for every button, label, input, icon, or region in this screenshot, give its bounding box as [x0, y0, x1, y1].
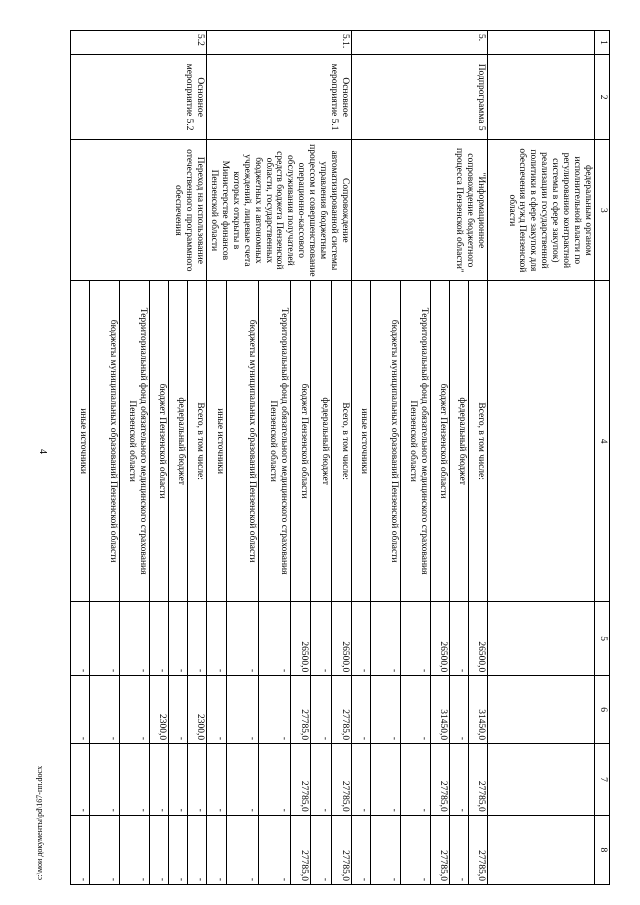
- funding-source: Всего, в том числе:: [331, 281, 351, 602]
- cell-empty: [488, 744, 595, 816]
- value-v6: -: [450, 676, 469, 744]
- value-v5: -: [169, 601, 188, 675]
- funding-source: Всего, в том числе:: [188, 281, 207, 602]
- value-v7: -: [150, 744, 169, 816]
- col-header-6: 6: [595, 676, 610, 744]
- value-v7: -: [227, 744, 259, 816]
- funding-source: Всего, в том числе:: [469, 281, 488, 602]
- value-v8: -: [450, 815, 469, 884]
- value-v8: -: [371, 815, 401, 884]
- program-name: Подпрограмма 5: [352, 54, 488, 140]
- page-number: 4: [37, 449, 48, 454]
- funding-source: федеральный бюджет: [169, 281, 188, 602]
- value-v5: -: [311, 601, 331, 675]
- value-v7: -: [259, 744, 291, 816]
- value-v8: -: [120, 815, 150, 884]
- value-v5: -: [120, 601, 150, 675]
- value-v8: -: [169, 815, 188, 884]
- value-v7: -: [120, 744, 150, 816]
- value-v7: -: [401, 744, 431, 816]
- value-v6: -: [120, 676, 150, 744]
- funding-source: Территориальный фонд обязательного медицинского страхования Пензенской области: [120, 281, 150, 602]
- funding-source: федеральный бюджет: [450, 281, 469, 602]
- value-v7: -: [188, 744, 207, 816]
- value-v5: -: [207, 601, 227, 675]
- program-description: Сопровождение автоматизированной системы управления бюджетным процессом и совершенствование операционно-кассового обслуживания получателей средств бюджета Пензенской области, государственных бюджетных и автономных учреждений, лицевые счета которых открыты в Министерстве финансов Пензенской области: [207, 140, 352, 281]
- value-v6: -: [401, 676, 431, 744]
- funding-source: бюджет Пензенской области: [291, 281, 311, 602]
- funding-source: бюджеты муниципальных образований Пензенской области: [90, 281, 120, 602]
- continuation-row: [488, 31, 595, 885]
- program-name: Основное мероприятие 5.2: [71, 54, 207, 140]
- funding-source: бюджеты муниципальных образований Пензенской области: [227, 281, 259, 602]
- value-v6: -: [352, 676, 371, 744]
- value-v8: -: [352, 815, 371, 884]
- value-v7: -: [71, 744, 90, 816]
- col-header-8: 8: [595, 815, 610, 884]
- funding-source: Территориальный фонд обязательного медицинского страхования Пензенской области: [401, 281, 431, 602]
- header-row: [595, 31, 610, 885]
- value-v8: 27785,0: [469, 815, 488, 884]
- value-v5: -: [150, 601, 169, 675]
- col-header-5: 5: [595, 601, 610, 675]
- col-header-1: 1: [595, 31, 610, 55]
- funding-source: бюджет Пензенской области: [431, 281, 450, 602]
- value-v5: 26500,0: [291, 601, 311, 675]
- continuation-text: федеральным органом исполнительной власти по регулированию контрактной системы в сфере закупок) реализации государственной политики в сфере закупок для обеспечения нужд Пензенской области: [488, 140, 595, 281]
- value-v8: -: [90, 815, 120, 884]
- value-v5: 26500,0: [431, 601, 450, 675]
- value-v7: -: [371, 744, 401, 816]
- table-row: [331, 31, 351, 885]
- col-header-4: 4: [595, 281, 610, 602]
- rotated-table-container: [78, 30, 610, 885]
- value-v5: -: [90, 601, 120, 675]
- value-v6: 31450,0: [431, 676, 450, 744]
- value-v7: -: [311, 744, 331, 816]
- value-v6: -: [71, 676, 90, 744]
- value-v8: -: [311, 815, 331, 884]
- table-body: [71, 31, 610, 885]
- value-v6: 31450,0: [469, 676, 488, 744]
- value-v6: -: [227, 676, 259, 744]
- budget-table: [70, 30, 610, 885]
- funding-source: Территориальный фонд обязательного медицинского страхования Пензенской области: [259, 281, 291, 602]
- cell-empty: [488, 676, 595, 744]
- value-v6: 2300,0: [150, 676, 169, 744]
- value-v7: 27785,0: [331, 744, 351, 816]
- value-v6: -: [207, 676, 227, 744]
- value-v7: 27785,0: [291, 744, 311, 816]
- program-name: Основное мероприятие 5.1: [207, 54, 352, 140]
- value-v8: -: [71, 815, 90, 884]
- footer-file-path: c:\мои документы\pd\167-пп.docx: [35, 765, 44, 880]
- row-number: 5.1.: [207, 31, 352, 55]
- value-v5: -: [71, 601, 90, 675]
- value-v8: -: [188, 815, 207, 884]
- cell-empty: [488, 601, 595, 675]
- cell-empty: [488, 815, 595, 884]
- value-v6: -: [90, 676, 120, 744]
- col-header-7: 7: [595, 744, 610, 816]
- value-v5: -: [227, 601, 259, 675]
- row-number: 5.2: [71, 31, 207, 55]
- funding-source: бюджеты муниципальных образований Пензенской области: [371, 281, 401, 602]
- value-v5: -: [371, 601, 401, 675]
- program-description: "Информационное сопровождение бюджетного процесса Пензенской области": [352, 140, 488, 281]
- funding-source: иные источники: [207, 281, 227, 602]
- value-v7: 27785,0: [469, 744, 488, 816]
- value-v6: -: [169, 676, 188, 744]
- value-v6: -: [311, 676, 331, 744]
- value-v8: 27785,0: [331, 815, 351, 884]
- value-v6: 2300,0: [188, 676, 207, 744]
- value-v6: 27785,0: [331, 676, 351, 744]
- value-v6: -: [259, 676, 291, 744]
- value-v8: -: [259, 815, 291, 884]
- value-v8: 27785,0: [431, 815, 450, 884]
- cell-empty: [488, 54, 595, 140]
- funding-source: иные источники: [71, 281, 90, 602]
- value-v7: 27785,0: [431, 744, 450, 816]
- cell-empty: [488, 31, 595, 55]
- value-v7: -: [352, 744, 371, 816]
- funding-source: бюджет Пензенской области: [150, 281, 169, 602]
- value-v8: 27785,0: [291, 815, 311, 884]
- table-row: [188, 31, 207, 885]
- col-header-2: 2: [595, 54, 610, 140]
- value-v7: -: [90, 744, 120, 816]
- value-v5: 26500,0: [469, 601, 488, 675]
- row-number: 5.: [352, 31, 488, 55]
- value-v8: -: [207, 815, 227, 884]
- col-header-3: 3: [595, 140, 610, 281]
- value-v5: -: [188, 601, 207, 675]
- cell-empty: [488, 281, 595, 602]
- value-v8: -: [227, 815, 259, 884]
- value-v5: -: [352, 601, 371, 675]
- value-v5: -: [450, 601, 469, 675]
- value-v8: -: [150, 815, 169, 884]
- funding-source: иные источники: [352, 281, 371, 602]
- value-v5: 26500,0: [331, 601, 351, 675]
- program-description: Переход на использование отечественного программного обеспечения: [71, 140, 207, 281]
- value-v7: -: [450, 744, 469, 816]
- funding-source: федеральный бюджет: [311, 281, 331, 602]
- value-v6: 27785,0: [291, 676, 311, 744]
- value-v7: -: [207, 744, 227, 816]
- value-v5: -: [401, 601, 431, 675]
- value-v8: -: [401, 815, 431, 884]
- value-v7: -: [169, 744, 188, 816]
- value-v5: -: [259, 601, 291, 675]
- table-row: [469, 31, 488, 885]
- value-v6: -: [371, 676, 401, 744]
